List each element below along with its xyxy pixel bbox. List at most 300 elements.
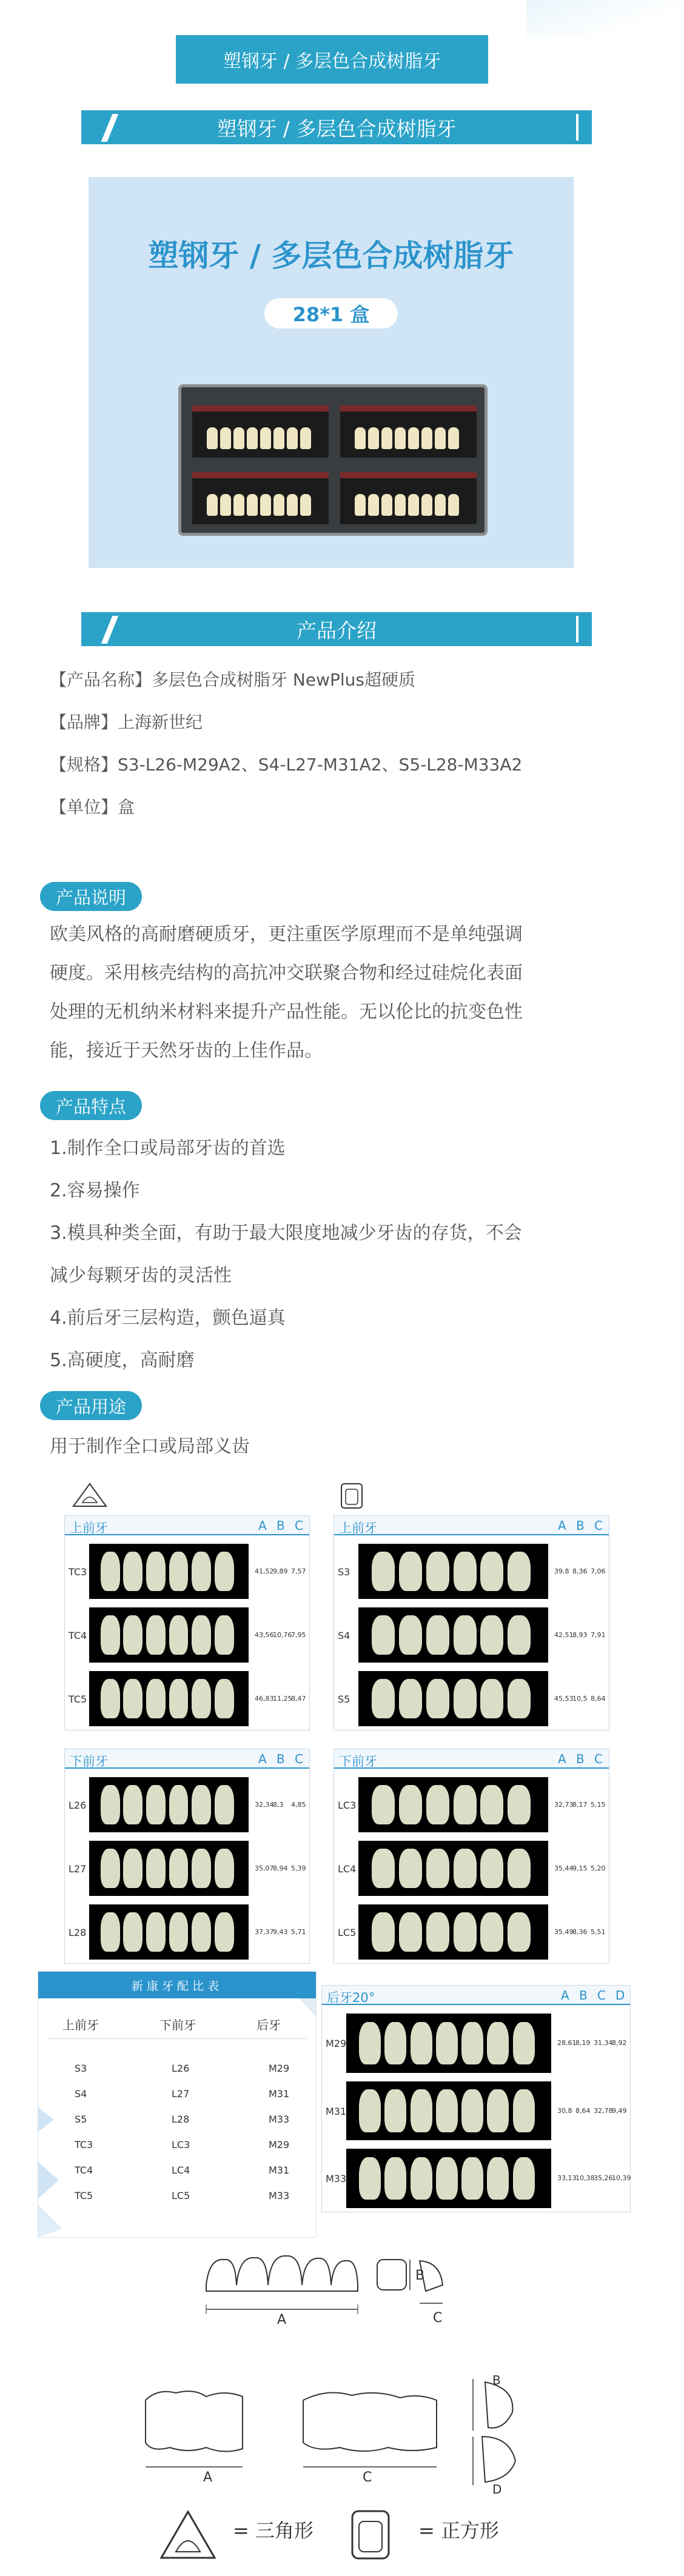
page-title-banner: [176, 35, 488, 84]
comparison-cell: S3: [75, 2063, 87, 2074]
tooth-shape: [487, 2022, 509, 2064]
hero-title: 塑钢牙 / 多层色合成树脂牙: [148, 238, 514, 273]
tooth-shape: [101, 1785, 120, 1825]
legend-square-label: = 正方形: [418, 2519, 499, 2542]
tooth-shape: [426, 1615, 449, 1655]
row-value: 7,91: [591, 1630, 606, 1639]
tooth-shape: [260, 427, 271, 449]
table-column-header: B: [576, 1752, 585, 1766]
tooth-shape: [169, 1615, 189, 1655]
row-code: LC5: [338, 1926, 357, 1938]
tooth-shape: [207, 494, 218, 516]
teeth-photo: [89, 1904, 249, 1960]
row-code: L27: [69, 1863, 87, 1875]
tooth-shape: [169, 1679, 189, 1719]
info-brand: 【品牌】上海新世纪: [50, 712, 203, 732]
tooth-shape: [372, 1679, 395, 1719]
usage-text: 用于制作全口或局部义齿: [50, 1436, 250, 1457]
teeth-photo: [346, 2081, 551, 2141]
tooth-shape: [146, 1912, 166, 1952]
teeth-photo: [358, 1671, 548, 1726]
row-value: 5,51: [591, 1927, 606, 1936]
comparison-header: 上前牙: [62, 2018, 99, 2032]
tooth-shape: [300, 494, 311, 516]
row-value: 7,57: [291, 1567, 306, 1575]
tooth-shape: [513, 2157, 535, 2200]
comparison-table: [38, 1971, 317, 2238]
tooth-shape: [426, 1912, 449, 1952]
hero-badge: 28*1 盒: [264, 298, 398, 329]
tooth-shape: [101, 1849, 120, 1889]
comparison-cell: LC4: [172, 2164, 190, 2176]
tooth-shape: [508, 1679, 531, 1719]
table-header: [65, 1516, 309, 1535]
upper-triangle-table: [64, 1515, 310, 1730]
tooth-shape: [192, 1552, 211, 1592]
usage-pill: 产品用途: [40, 1391, 142, 1420]
tooth-shape: [372, 1615, 395, 1655]
description-text: [50, 915, 620, 1070]
table-column-header: C: [597, 1988, 606, 2003]
tooth-shape: [508, 1615, 531, 1655]
row-code: S5: [338, 1693, 350, 1705]
table-column-header: A: [258, 1752, 267, 1766]
page-title: 塑钢牙 / 多层色合成树脂牙: [223, 51, 441, 72]
row-value: 8,94: [273, 1864, 288, 1872]
label-a: A: [277, 2312, 287, 2327]
label-b-posterior: B: [492, 2373, 501, 2387]
tooth-shape: [372, 1552, 395, 1592]
row-value: 35,44: [554, 1864, 574, 1872]
row-value: 8,92: [612, 2038, 627, 2047]
description-line: 能，接近于天然牙齿的上佳作品。: [50, 1040, 323, 1061]
lower-square-table: [334, 1749, 609, 1964]
tooth-shape: [448, 494, 459, 516]
tooth-shape: [123, 1615, 142, 1655]
table-column-header: A: [561, 1988, 569, 2003]
teeth-photo: [358, 1544, 548, 1599]
table-title: 下前牙: [339, 1754, 377, 1769]
feature-item: 3.模具种类全面，有助于最大限度地减少牙齿的存货，不会: [50, 1223, 522, 1244]
tooth-shape: [233, 494, 244, 516]
table-column-header: A: [558, 1518, 566, 1533]
tooth-shape: [381, 427, 392, 449]
table-column-header: C: [594, 1518, 603, 1533]
tooth-shape: [487, 2157, 509, 2200]
tooth-shape: [480, 1679, 503, 1719]
table-column-header: B: [579, 1988, 588, 2003]
comparison-cell: S5: [75, 2114, 87, 2125]
tooth-shape: [359, 2157, 381, 2200]
comparison-cell: M29: [269, 2063, 290, 2074]
tooth-shape: [146, 1785, 166, 1825]
tooth-shape: [513, 2022, 535, 2064]
top-decoration: [526, 0, 684, 36]
tooth-shape: [461, 2089, 483, 2132]
teeth-photo: [358, 1777, 548, 1832]
tooth-shape: [273, 427, 284, 449]
tooth-shape: [260, 494, 271, 516]
tooth-shape: [146, 1679, 166, 1719]
tooth-shape: [146, 1615, 166, 1655]
tooth-shape: [487, 2089, 509, 2132]
table-title: 上前牙: [339, 1521, 377, 1535]
row-value: 8,47: [291, 1694, 306, 1703]
tooth-shape: [123, 1679, 142, 1719]
tooth-shape: [381, 494, 392, 516]
legend-square-icon: [350, 2509, 391, 2560]
comparison-cell: M33: [269, 2190, 290, 2201]
row-code: TC3: [69, 1566, 87, 1578]
tooth-shape: [355, 494, 366, 516]
row-code: TC5: [69, 1693, 87, 1705]
tooth-shape: [368, 427, 379, 449]
tooth-shape: [273, 494, 284, 516]
row-value: 43,56: [255, 1630, 274, 1639]
description-line: 硬度。采用核壳结构的高抗冲交联聚合物和经过硅烷化表面: [50, 963, 523, 984]
comparison-cell: M31: [269, 2088, 290, 2100]
row-value: 28,61: [557, 2038, 577, 2047]
table-column-header: A: [558, 1752, 566, 1766]
tooth-shape: [436, 2022, 458, 2064]
comparison-cell: LC5: [172, 2190, 190, 2201]
comparison-cell: L26: [172, 2063, 190, 2074]
tooth-shape: [359, 2089, 381, 2132]
tooth-shape: [169, 1785, 189, 1825]
tooth-shape: [169, 1552, 189, 1592]
tooth-shape: [192, 1849, 211, 1889]
section-bar-intro: [81, 612, 592, 646]
tooth-shape: [508, 1849, 531, 1889]
row-value: 8,19: [575, 2038, 591, 2047]
row-value: 7,95: [291, 1630, 306, 1639]
row-code: TC4: [69, 1629, 87, 1641]
tooth-shape: [426, 1785, 449, 1825]
tooth-shape: [421, 427, 432, 449]
tooth-shape: [436, 2089, 458, 2132]
tooth-shape: [411, 2022, 432, 2064]
teeth-card: [192, 472, 329, 524]
tooth-shape: [399, 1679, 422, 1719]
tooth-shape: [508, 1912, 531, 1952]
tooth-shape: [480, 1785, 503, 1825]
tooth-shape: [123, 1849, 142, 1889]
section-bar-product: [81, 110, 592, 144]
row-value: 9,43: [273, 1927, 288, 1936]
table-column-header: D: [615, 1988, 625, 2003]
row-value: 10,38: [575, 2174, 595, 2183]
row-value: 8,3: [273, 1800, 284, 1809]
tooth-shape: [426, 1679, 449, 1719]
tooth-shape: [233, 427, 244, 449]
row-value: 32,34: [255, 1800, 274, 1809]
tooth-shape: [247, 494, 258, 516]
row-code: LC3: [338, 1799, 357, 1811]
posterior-measure-diagram: [133, 2376, 558, 2497]
feature-item: 1.制作全口或局部牙齿的首选: [50, 1138, 286, 1159]
square-shape-icon: [340, 1482, 364, 1510]
teeth-photo: [358, 1904, 548, 1960]
description-line: 欧美风格的高耐磨硬质牙，更注重医学原理而不是单纯强调: [50, 924, 523, 945]
comparison-cell: M31: [269, 2164, 290, 2176]
hero-banner: [89, 177, 574, 568]
tooth-shape: [123, 1552, 142, 1592]
row-code: M29: [326, 2037, 347, 2049]
tooth-shape: [372, 1912, 395, 1952]
tooth-shape: [220, 427, 231, 449]
tooth-shape: [513, 2089, 535, 2132]
teeth-photo: [358, 1841, 548, 1896]
comparison-cell: TC3: [75, 2139, 93, 2151]
tooth-shape: [454, 1615, 477, 1655]
tooth-shape: [207, 427, 218, 449]
row-code: LC4: [338, 1863, 357, 1875]
row-value: 35,26: [594, 2174, 613, 2183]
tooth-shape: [123, 1785, 142, 1825]
row-value: 37,37: [255, 1927, 274, 1936]
row-value: 8,17: [572, 1800, 588, 1809]
tooth-shape: [372, 1849, 395, 1889]
tooth-shape: [480, 1912, 503, 1952]
row-code: S3: [338, 1566, 350, 1578]
comparison-cell: TC4: [75, 2164, 93, 2176]
table-title: 下前牙: [70, 1754, 108, 1769]
tooth-shape: [287, 494, 298, 516]
tooth-shape: [192, 1912, 211, 1952]
row-value: 8,64: [575, 2106, 591, 2115]
tooth-shape: [101, 1912, 120, 1952]
row-value: 46,83: [255, 1694, 274, 1703]
tooth-shape: [399, 1552, 422, 1592]
tooth-shape: [508, 1552, 531, 1592]
tooth-shape: [448, 427, 459, 449]
description-pill: 产品说明: [40, 882, 142, 911]
row-value: 10,76: [273, 1630, 292, 1639]
row-value: 8,36: [572, 1927, 588, 1936]
tooth-shape: [384, 2157, 406, 2200]
tooth-shape: [435, 427, 446, 449]
table-column-header: C: [295, 1752, 303, 1766]
row-value: 9,15: [572, 1864, 588, 1872]
tooth-shape: [508, 1785, 531, 1825]
tooth-shape: [300, 427, 311, 449]
comparison-cell: L28: [172, 2114, 190, 2125]
lower-triangle-table: [64, 1749, 310, 1964]
tooth-shape: [368, 494, 379, 516]
tooth-shape: [169, 1849, 189, 1889]
tooth-shape: [220, 494, 231, 516]
label-a-posterior: A: [203, 2470, 213, 2485]
label-c-posterior: C: [363, 2470, 372, 2485]
table-title: 后牙20°: [327, 1990, 375, 2005]
description-line: 处理的无机纳米材料来提升产品性能。无以伦比的抗变色性: [50, 1001, 523, 1023]
section-bar-title: 塑钢牙 / 多层色合成树脂牙: [216, 116, 457, 141]
tooth-shape: [426, 1849, 449, 1889]
tooth-shape: [101, 1679, 120, 1719]
triangle-shape-icon: [72, 1482, 108, 1509]
row-value: 30,8: [557, 2106, 572, 2115]
tooth-shape: [101, 1552, 120, 1592]
table-header: [334, 1749, 609, 1769]
comparison-cell: M33: [269, 2114, 290, 2125]
tooth-shape: [480, 1552, 503, 1592]
tooth-shape: [399, 1849, 422, 1889]
tooth-shape: [192, 1679, 211, 1719]
posterior-table: [321, 1985, 631, 2212]
tooth-shape: [169, 1912, 189, 1952]
teeth-photo: [89, 1544, 249, 1599]
table-column-header: B: [277, 1752, 285, 1766]
tooth-shape: [215, 1912, 234, 1952]
table-column-header: A: [258, 1518, 267, 1533]
tooth-shape: [408, 494, 419, 516]
row-value: 9,89: [273, 1567, 288, 1575]
row-code: M31: [326, 2105, 347, 2117]
row-value: 39,8: [554, 1567, 569, 1575]
section-bar-title: 产品介绍: [297, 618, 377, 642]
tooth-shape: [399, 1785, 422, 1825]
product-photo-tray: [178, 384, 488, 536]
teeth-photo: [89, 1777, 249, 1832]
label-d-posterior: D: [492, 2482, 502, 2497]
feature-item: 减少每颗牙齿的灵活性: [50, 1265, 232, 1286]
row-code: L26: [69, 1799, 87, 1811]
tooth-shape: [454, 1849, 477, 1889]
info-spec: 【规格】S3-L26-M29A2、S4-L27-M31A2、S5-L28-M33A2: [50, 755, 523, 775]
info-unit: 【单位】盒: [50, 797, 135, 817]
tooth-shape: [146, 1552, 166, 1592]
tooth-shape: [101, 1615, 120, 1655]
tooth-shape: [215, 1785, 234, 1825]
row-value: 7,06: [591, 1567, 606, 1575]
tooth-shape: [454, 1552, 477, 1592]
comparison-cell: TC5: [75, 2190, 93, 2201]
teeth-photo: [346, 2149, 551, 2208]
row-value: 5,39: [291, 1864, 306, 1872]
label-b: B: [415, 2268, 425, 2283]
comparison-title: 新康牙配比表: [38, 1972, 316, 1998]
row-value: 11,25: [273, 1694, 292, 1703]
row-value: 45,53: [554, 1694, 574, 1703]
features-pill: 产品特点: [40, 1091, 142, 1120]
tooth-shape: [192, 1615, 211, 1655]
features-list: [50, 1127, 620, 1382]
table-column-header: C: [594, 1752, 603, 1766]
row-value: 33,13: [557, 2174, 577, 2183]
tooth-shape: [454, 1679, 477, 1719]
legend-triangle-icon: [159, 2509, 217, 2560]
tooth-shape: [461, 2022, 483, 2064]
row-value: 8,93: [572, 1630, 588, 1639]
tooth-shape: [215, 1679, 234, 1719]
row-code: M33: [326, 2173, 347, 2185]
teeth-card: [340, 405, 477, 458]
tooth-shape: [421, 494, 432, 516]
comparison-header: 后牙: [256, 2018, 281, 2032]
teeth-photo: [89, 1841, 249, 1896]
tooth-shape: [411, 2089, 432, 2132]
row-code: L28: [69, 1926, 87, 1938]
teeth-card: [340, 472, 477, 524]
table-header: [322, 1986, 630, 2005]
table-column-header: B: [576, 1518, 585, 1533]
row-value: 8,64: [591, 1694, 606, 1703]
tooth-shape: [399, 1912, 422, 1952]
feature-item: 5.高硬度，高耐磨: [50, 1350, 195, 1371]
tooth-shape: [215, 1615, 234, 1655]
anterior-measure-diagram: [200, 2249, 473, 2340]
comparison-cell: S4: [75, 2088, 87, 2100]
row-value: 8,36: [572, 1567, 588, 1575]
row-value: 5,20: [591, 1864, 606, 1872]
row-value: 5,71: [291, 1927, 306, 1936]
tooth-shape: [215, 1552, 234, 1592]
tooth-shape: [146, 1849, 166, 1889]
teeth-photo: [346, 2014, 551, 2073]
tooth-shape: [480, 1615, 503, 1655]
tooth-shape: [247, 427, 258, 449]
teeth-photo: [89, 1607, 249, 1663]
tooth-shape: [454, 1785, 477, 1825]
row-value: 9,49: [612, 2106, 627, 2115]
tooth-shape: [215, 1849, 234, 1889]
tooth-shape: [372, 1785, 395, 1825]
tooth-shape: [287, 427, 298, 449]
comparison-cell: M29: [269, 2139, 290, 2151]
row-value: 35,07: [255, 1864, 274, 1872]
row-code: S4: [338, 1629, 350, 1641]
tooth-shape: [359, 2022, 381, 2064]
tooth-shape: [435, 494, 446, 516]
tooth-shape: [454, 1912, 477, 1952]
table-header: [334, 1516, 609, 1535]
tooth-shape: [436, 2157, 458, 2200]
tooth-shape: [426, 1552, 449, 1592]
row-value: 35,49: [554, 1927, 574, 1936]
teeth-photo: [89, 1671, 249, 1726]
tooth-shape: [123, 1912, 142, 1952]
comparison-cell: L27: [172, 2088, 190, 2100]
tooth-shape: [395, 427, 406, 449]
row-value: 10,5: [572, 1694, 588, 1703]
row-value: 32,78: [594, 2106, 613, 2115]
row-value: 31,34: [594, 2038, 613, 2047]
tooth-shape: [480, 1849, 503, 1889]
tooth-shape: [384, 2022, 406, 2064]
teeth-photo: [358, 1607, 548, 1663]
row-value: 41,52: [255, 1567, 274, 1575]
table-column-header: C: [295, 1518, 303, 1533]
tooth-shape: [461, 2157, 483, 2200]
comparison-cell: LC3: [172, 2139, 190, 2151]
label-c: C: [433, 2311, 443, 2326]
upper-square-table: [334, 1515, 609, 1730]
tooth-shape: [408, 427, 419, 449]
feature-item: 4.前后牙三层构造，颤色逼真: [50, 1307, 286, 1329]
info-name: 【产品名称】多层色合成树脂牙 NewPlus超硬质: [50, 670, 415, 690]
row-value: 10,39: [612, 2174, 631, 2183]
feature-item: 2.容易操作: [50, 1180, 140, 1201]
table-header: [65, 1749, 309, 1769]
row-value: 42,51: [554, 1630, 574, 1639]
table-column-header: B: [277, 1518, 285, 1533]
row-value: 32,73: [554, 1800, 574, 1809]
comparison-header: 下前牙: [159, 2018, 196, 2032]
tooth-shape: [411, 2157, 432, 2200]
table-title: 上前牙: [70, 1521, 108, 1535]
row-value: 4,85: [291, 1800, 306, 1809]
tooth-shape: [384, 2089, 406, 2132]
